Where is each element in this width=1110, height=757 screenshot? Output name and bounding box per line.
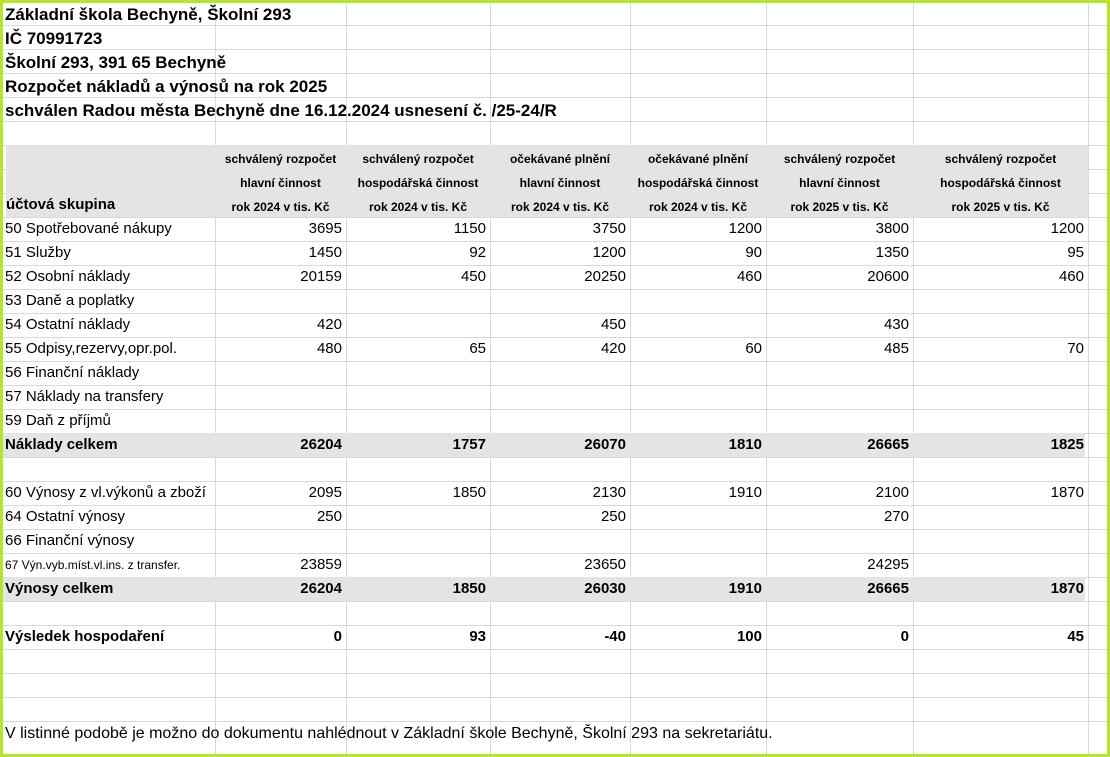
- footer-note: V listinné podobě je možno do dokumentu nahlédnout v Základní škole Bechyně, Školní 293 na sekretariátu.: [5, 725, 773, 742]
- cost-row: [3, 313, 1107, 337]
- value-cell-col6: 460: [1058, 268, 1084, 285]
- value-cell-col6: 1200: [1050, 220, 1084, 237]
- title-row-title: [3, 75, 1110, 99]
- value-cell-col1: [215, 529, 346, 553]
- row-label: 51 Služby: [5, 244, 71, 261]
- row-label: 59 Daň z příjmů: [5, 412, 111, 429]
- column-header-6-line-3: rok 2025 v tis. Kč: [951, 200, 1050, 214]
- row-label: 60 Výnosy z vl.výkonů a zboží: [5, 484, 206, 501]
- value-cell-col4: [630, 553, 766, 577]
- column-header-2-line-1: schválený rozpočet: [362, 152, 474, 166]
- value-cell-col1: 420: [316, 316, 342, 333]
- column-header-1-line-2: hlavní činnost: [240, 176, 321, 190]
- value-cell-col1: 20159: [300, 268, 342, 285]
- value-cell-col5: 2100: [875, 484, 909, 501]
- cost-row: [3, 361, 1107, 385]
- value-cell-col6: [913, 409, 1088, 433]
- value-cell-col1: 0: [333, 628, 342, 645]
- value-cell-col2: [346, 385, 490, 409]
- revenue-row: [3, 505, 1107, 529]
- column-header-2-line-2: hospodářská činnost: [357, 176, 479, 190]
- value-cell-col2: [346, 553, 490, 577]
- value-cell-col6: [913, 313, 1088, 337]
- value-cell-col6: [913, 553, 1088, 577]
- value-cell-col1: [215, 289, 346, 313]
- value-cell-col3: 1200: [592, 244, 626, 261]
- cost-row: [3, 217, 1107, 241]
- value-cell-col2: 1757: [452, 436, 486, 453]
- column-header-3-line-1: očekávané plnění: [509, 152, 611, 166]
- value-cell-col5: [766, 529, 913, 553]
- value-cell-col2: 65: [469, 340, 486, 357]
- value-cell-col5: [766, 385, 913, 409]
- value-cell-col6: [913, 385, 1088, 409]
- value-cell-col3: 3750: [592, 220, 626, 237]
- grid-hline: [3, 457, 1107, 458]
- grid-hline: [3, 673, 1107, 674]
- row-label: 50 Spotřebované nákupy: [5, 220, 172, 237]
- row-label: Výnosy celkem: [5, 580, 114, 597]
- value-cell-col5: 0: [900, 628, 909, 645]
- column-header-block: [6, 145, 1088, 217]
- title-row-approval: [3, 99, 1110, 123]
- grid-hline: [3, 649, 1107, 650]
- value-cell-col3: 26030: [584, 580, 626, 597]
- value-cell-col5: 1350: [875, 244, 909, 261]
- value-cell-col3: 250: [600, 508, 626, 525]
- row-label: 64 Ostatní výnosy: [5, 508, 126, 525]
- revenues-total-row: [3, 577, 1085, 601]
- column-header-5-line-1: schválený rozpočet: [783, 152, 896, 166]
- costs-total-row: [3, 433, 1085, 457]
- value-cell-col1: 26204: [300, 580, 342, 597]
- grid-hline: [3, 601, 1107, 602]
- column-header-4-line-3: rok 2024 v tis. Kč: [648, 200, 748, 214]
- revenue-row: [3, 529, 1107, 553]
- row-label: 53 Daně a poplatky: [5, 292, 135, 309]
- column-header-6-line-2: hospodářská činnost: [940, 176, 1061, 190]
- value-cell-col6: 1825: [1050, 436, 1084, 453]
- value-cell-col5: [766, 361, 913, 385]
- column-header-4-line-1: očekávané plnění: [647, 152, 749, 166]
- value-cell-col4: 460: [736, 268, 762, 285]
- value-cell-col1: 480: [316, 340, 342, 357]
- value-cell-col3: [490, 529, 630, 553]
- value-cell-col3: 2130: [592, 484, 626, 501]
- value-cell-col4: [630, 505, 766, 529]
- value-cell-col3: 20250: [584, 268, 626, 285]
- value-cell-col2: 93: [469, 628, 486, 645]
- value-cell-col2: [346, 289, 490, 313]
- value-cell-col2: [346, 529, 490, 553]
- value-cell-col2: 450: [460, 268, 486, 285]
- value-cell-col3: -40: [604, 628, 626, 645]
- value-cell-col4: 100: [736, 628, 762, 645]
- row-label: 66 Finanční výnosy: [5, 532, 135, 549]
- value-cell-col1: 250: [316, 508, 342, 525]
- value-cell-col4: 1810: [728, 436, 762, 453]
- approval-text: schválen Radou města Bechyně dne 16.12.2024 usnesení č. /25-24/R: [5, 101, 557, 120]
- value-cell-col4: [630, 409, 766, 433]
- column-header-4-line-2: hospodářská činnost: [637, 176, 759, 190]
- value-cell-col2: [346, 361, 490, 385]
- value-cell-col6: [913, 505, 1088, 529]
- value-cell-col4: [630, 361, 766, 385]
- column-header-3-line-2: hlavní činnost: [519, 176, 601, 190]
- value-cell-col3: 23650: [584, 556, 626, 573]
- value-cell-col1: [215, 385, 346, 409]
- value-cell-col1: 26204: [300, 436, 342, 453]
- cost-row: [3, 337, 1107, 361]
- cost-row: [3, 265, 1107, 289]
- value-cell-col1: [215, 361, 346, 385]
- school-address: Školní 293, 391 65 Bechyně: [5, 53, 227, 72]
- title-row-address: [3, 51, 1110, 75]
- cost-row: [3, 409, 1107, 433]
- value-cell-col3: 450: [600, 316, 626, 333]
- value-cell-col4: 1910: [728, 580, 762, 597]
- row-label: 54 Ostatní náklady: [5, 316, 131, 333]
- value-cell-col5: 26665: [867, 580, 909, 597]
- value-cell-col1: 3695: [308, 220, 342, 237]
- row-label: Výsledek hospodaření: [5, 628, 165, 645]
- value-cell-col4: [630, 313, 766, 337]
- value-cell-col6: 95: [1067, 244, 1084, 261]
- value-cell-col1: 2095: [308, 484, 342, 501]
- value-cell-col1: [215, 409, 346, 433]
- value-cell-col2: [346, 313, 490, 337]
- value-cell-col2: 1850: [452, 484, 486, 501]
- value-cell-col3: [490, 409, 630, 433]
- value-cell-col5: 3800: [875, 220, 909, 237]
- cost-row: [3, 241, 1107, 265]
- column-header-5-line-3: rok 2025 v tis. Kč: [790, 200, 889, 214]
- row-label: 52 Osobní náklady: [5, 268, 131, 285]
- value-cell-col2: 92: [469, 244, 486, 261]
- column-header-6-line-1: schválený rozpočet: [944, 152, 1057, 166]
- row-label: 56 Finanční náklady: [5, 364, 140, 381]
- value-cell-col6: 70: [1067, 340, 1084, 357]
- cost-row: [3, 385, 1107, 409]
- value-cell-col4: [630, 289, 766, 313]
- revenue-row: [3, 481, 1107, 505]
- value-cell-col5: 20600: [867, 268, 909, 285]
- result-row: [3, 625, 1107, 649]
- value-cell-col5: 26665: [867, 436, 909, 453]
- value-cell-col6: 1870: [1050, 484, 1084, 501]
- value-cell-col6: 45: [1067, 628, 1084, 645]
- value-cell-col2: 1850: [452, 580, 486, 597]
- value-cell-col5: [766, 409, 913, 433]
- value-cell-col1: 23859: [300, 556, 342, 573]
- value-cell-col4: [630, 529, 766, 553]
- footer-row: [3, 721, 1110, 747]
- budget-title: Rozpočet nákladů a výnosů na rok 2025: [5, 77, 328, 96]
- column-header-5-line-2: hlavní činnost: [799, 176, 880, 190]
- row-label: 67 Výn.vyb.míst.vl.ins. z transfer.: [5, 558, 181, 572]
- value-cell-col6: [913, 361, 1088, 385]
- value-cell-col3: [490, 385, 630, 409]
- value-cell-col5: 485: [883, 340, 909, 357]
- value-cell-col5: 430: [883, 316, 909, 333]
- value-cell-col4: 90: [745, 244, 762, 261]
- school-name: Základní škola Bechyně, Školní 293: [5, 5, 292, 24]
- row-label: Náklady celkem: [5, 436, 118, 453]
- column-header-2-line-3: rok 2024 v tis. Kč: [368, 200, 468, 214]
- value-cell-col2: [346, 409, 490, 433]
- column-header-3-line-3: rok 2024 v tis. Kč: [510, 200, 610, 214]
- title-row-school: [3, 3, 1110, 27]
- value-cell-col6: [913, 529, 1088, 553]
- value-cell-col6: [913, 289, 1088, 313]
- value-cell-col5: 270: [883, 508, 909, 525]
- value-cell-col5: [766, 289, 913, 313]
- value-cell-col4: 1200: [728, 220, 762, 237]
- value-cell-col2: 1150: [453, 220, 486, 237]
- grid-hline: [3, 697, 1107, 698]
- value-cell-col4: 60: [745, 340, 762, 357]
- value-cell-col1: 1450: [308, 244, 342, 261]
- row-label: 57 Náklady na transfery: [5, 388, 164, 405]
- cost-row: [3, 289, 1107, 313]
- value-cell-col3: 26070: [584, 436, 626, 453]
- value-cell-col4: [630, 385, 766, 409]
- value-cell-col5: 24295: [867, 556, 909, 573]
- column-header-1-line-1: schválený rozpočet: [224, 152, 337, 166]
- value-cell-col4: 1910: [728, 484, 762, 501]
- title-row-ic: [3, 27, 1110, 51]
- group-label: účtová skupina: [6, 196, 116, 213]
- column-header-1-line-3: rok 2024 v tis. Kč: [231, 200, 330, 214]
- ic-number: IČ 70991723: [5, 29, 103, 48]
- value-cell-col6: 1870: [1050, 580, 1084, 597]
- revenue-row: [3, 553, 1107, 577]
- value-cell-col3: 420: [600, 340, 626, 357]
- value-cell-col2: [346, 505, 490, 529]
- value-cell-col3: [490, 289, 630, 313]
- value-cell-col3: [490, 361, 630, 385]
- row-label: 55 Odpisy,rezervy,opr.pol.: [5, 340, 178, 357]
